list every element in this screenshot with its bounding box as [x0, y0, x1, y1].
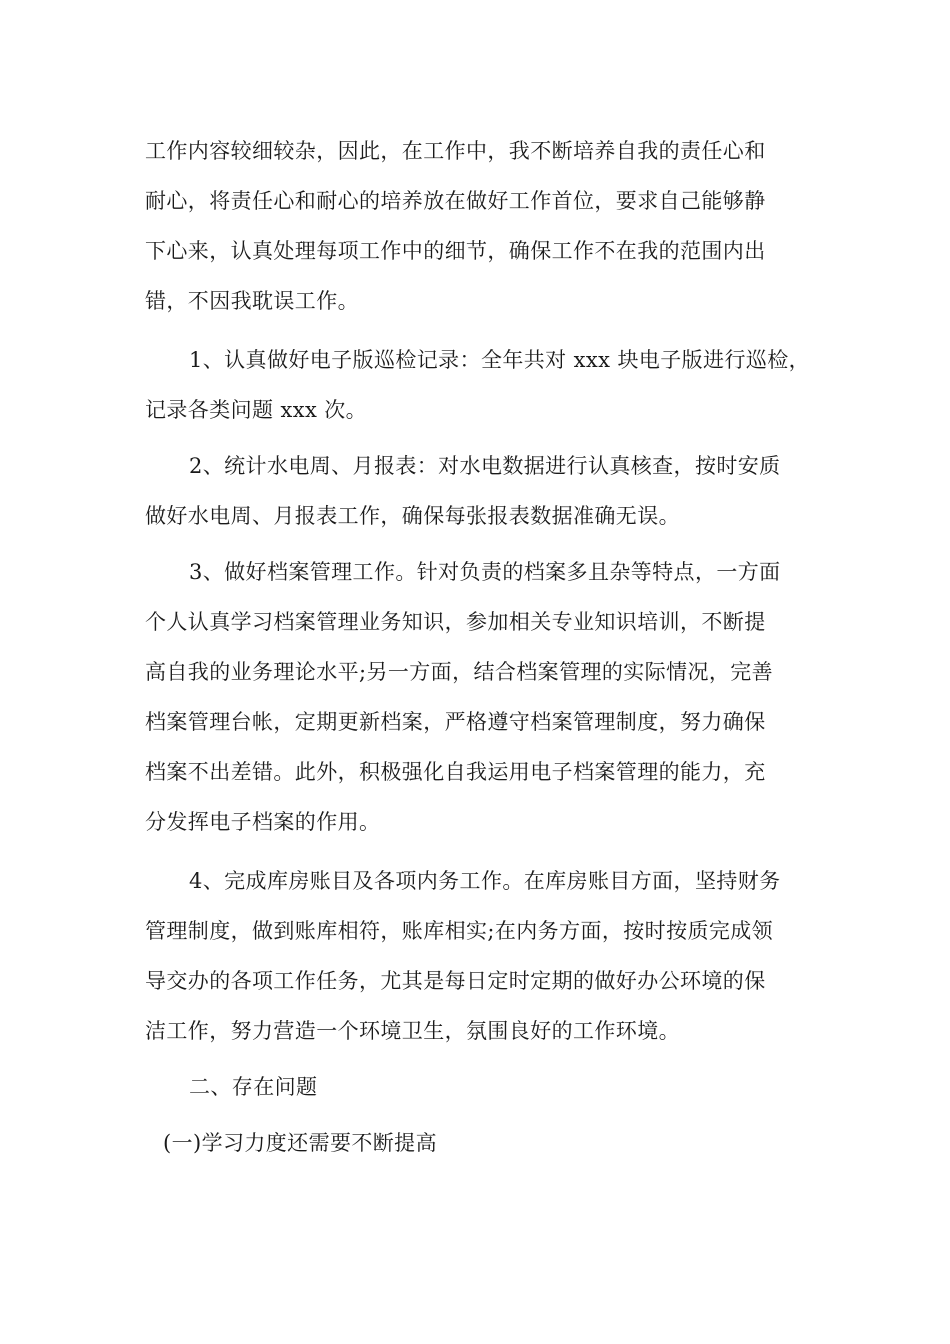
text-line: 3、做好档案管理工作。针对负责的档案多且杂等特点，一方面 [189, 560, 781, 584]
section-heading [145, 1062, 825, 1112]
text-line: 个人认真学习档案管理业务知识，参加相关专业知识培训，不断提 [145, 610, 766, 634]
subsection-heading-text: (一)学习力度还需要不断提高 [163, 1131, 437, 1155]
text-line: 1、认真做好电子版巡检记录：全年共对 xxx 块电子版进行巡检， [189, 348, 811, 372]
paragraph-item-2 [145, 441, 825, 541]
section-heading-text: 二、存在问题 [189, 1075, 318, 1099]
text-line: 洁工作，努力营造一个环境卫生，氛围良好的工作环境。 [145, 1019, 680, 1043]
paragraph-work-attitude [145, 126, 825, 326]
text-line: 错，不因我耽误工作。 [145, 289, 359, 313]
paragraph-item-1 [145, 335, 825, 435]
text-line: 2、统计水电周、月报表：对水电数据进行认真核查，按时安质 [189, 454, 781, 478]
text-line: 档案管理台帐，定期更新档案，严格遵守档案管理制度，努力确保 [145, 710, 766, 734]
text-line: 耐心，将责任心和耐心的培养放在做好工作首位，要求自己能够静 [145, 189, 766, 213]
paragraph-item-4 [145, 856, 825, 1056]
text-line: 分发挥电子档案的作用。 [145, 810, 381, 834]
text-line: 导交办的各项工作任务，尤其是每日定时定期的做好办公环境的保 [145, 969, 766, 993]
subsection-heading [145, 1118, 825, 1168]
paragraph-item-3 [145, 547, 825, 847]
text-line: 管理制度，做到账库相符，账库相实;在内务方面，按时按质完成领 [145, 919, 774, 943]
text-line: 工作内容较细较杂，因此，在工作中，我不断培养自我的责任心和 [145, 139, 766, 163]
text-line: 4、完成库房账目及各项内务工作。在库房账目方面，坚持财务 [189, 869, 781, 893]
text-line: 下心来，认真处理每项工作中的细节，确保工作不在我的范围内出 [145, 239, 766, 263]
text-line: 做好水电周、月报表工作，确保每张报表数据准确无误。 [145, 504, 680, 528]
text-line: 档案不出差错。此外，积极强化自我运用电子档案管理的能力，充 [145, 760, 766, 784]
text-line: 高自我的业务理论水平;另一方面，结合档案管理的实际情况，完善 [145, 660, 774, 684]
text-line: 记录各类问题 xxx 次。 [145, 398, 368, 422]
